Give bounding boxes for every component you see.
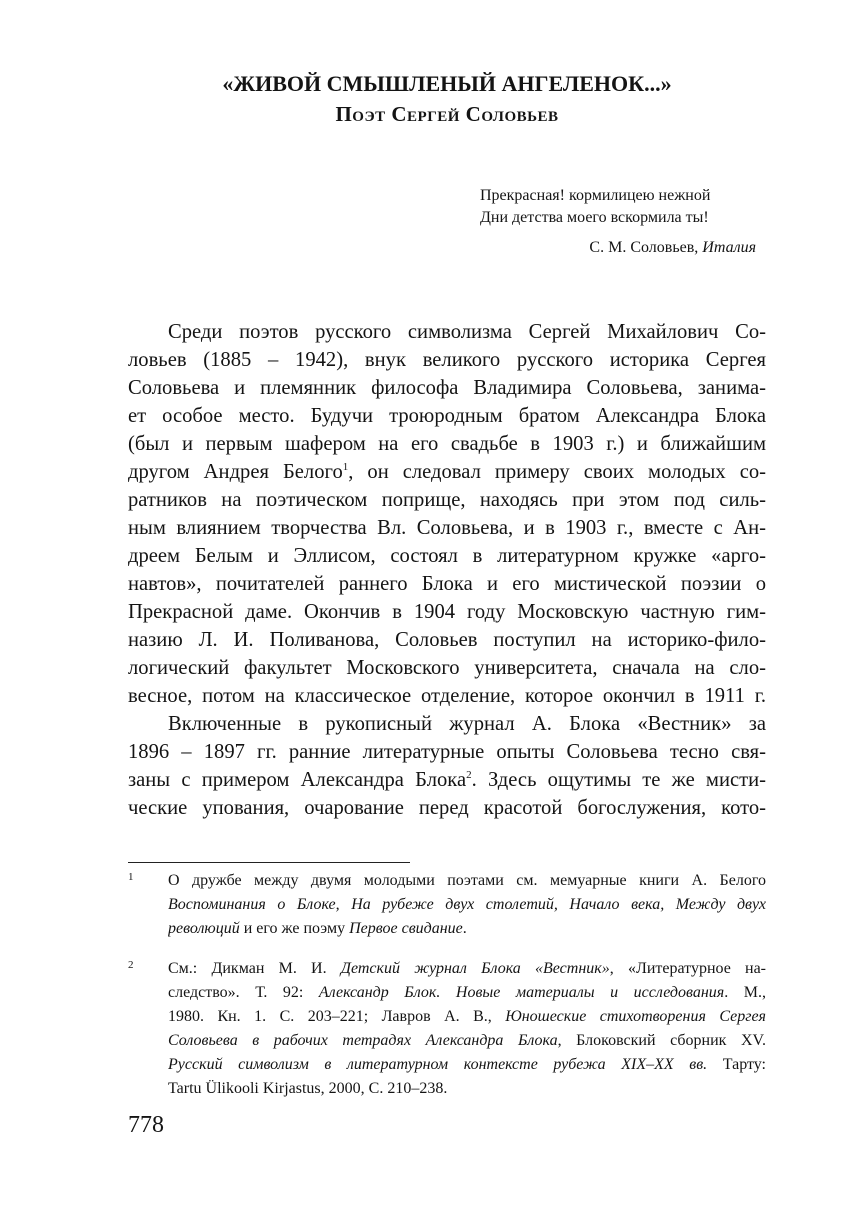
text-line: дреем Белым и Эллисом, состоял в литературном кружке «арго- (128, 545, 766, 567)
text-line: Прекрасной даме. Окончив в 1904 году Московскую частную гим- (128, 601, 766, 623)
text-fragment: 1980. Кн. 1. С. 203–221; Лавров А. В., (168, 1008, 506, 1025)
italic-text: Соловьева в рабочих тетрадях Александра Блока (168, 1032, 558, 1049)
epigraph (480, 185, 760, 259)
footnote-line (168, 1053, 766, 1077)
italic-text: Александр Блок. Новые материалы и исследования (318, 984, 725, 1001)
text-line: (был и первым шафером на его свадьбе в 1903 г.) и ближайшим (128, 433, 766, 455)
footnote-line (168, 1029, 766, 1053)
epigraph-line: Дни детства моего вскормила ты! (480, 209, 709, 226)
text-fragment: , «Литературное на- (609, 960, 766, 977)
footnote-number: 1 (128, 871, 134, 883)
text-fragment: следство». Т. 92: (168, 984, 319, 1001)
epigraph-author: С. М. Соловьев, (589, 239, 703, 256)
italic-text: Детский журнал Блока «Вестник» (340, 960, 610, 977)
text-fragment: и его же поэму (239, 920, 350, 937)
italic-text: Воспоминания о Блоке, На рубеже двух столетий, Начало века, Между двух (168, 896, 766, 913)
text-line: ратников на поэтическом поприще, находясь при этом под силь- (128, 489, 766, 511)
footnote-line (168, 981, 766, 1005)
chapter-title: «ЖИВОЙ СМЫШЛЕНЫЙ АНГЕЛЕНОК...» (222, 71, 672, 96)
text-line: навтов», почитателей раннего Блока и его мистической поэзии о (128, 573, 766, 595)
body-text (128, 318, 766, 822)
epigraph-line: Прекрасная! кормилицею нежной (480, 187, 711, 204)
italic-text: Русский символизм в литературном контексте рубежа XIX–XX вв. (168, 1056, 708, 1073)
text-line (128, 458, 766, 486)
text-fragment: Тарту: (707, 1056, 766, 1073)
footnote-line (168, 1005, 766, 1029)
footnote-ref-2[interactable]: 2 (466, 769, 472, 781)
text-line: Соловьева и племянник философа Владимира Соловьева, занима- (128, 377, 766, 399)
epigraph-attribution (480, 237, 760, 259)
footnote-line (168, 957, 766, 981)
footnote-line (168, 893, 766, 917)
text-line (128, 766, 766, 794)
epigraph-work: Италия (702, 239, 756, 256)
text-fragment: заны с примером Александра Блока (128, 769, 467, 791)
footnote-line: О дружбе между двумя молодыми поэтами см. мемуарные книги А. Белого (168, 872, 766, 889)
chapter-subtitle: Поэт Сергей Соловьев (335, 102, 559, 126)
footnote-2 (128, 957, 766, 1101)
text-line: Среди поэтов русского символизма Сергей Михайлович Со- (168, 321, 766, 343)
text-line: весное, потом на классическое отделение, которое окончил в 1911 г. (128, 685, 766, 707)
text-line: ческие упования, очарование перед красотой богослужения, кото- (128, 797, 766, 819)
footnote-ref-1[interactable]: 1 (342, 461, 349, 473)
text-fragment: См.: Дикман М. И. (168, 960, 341, 977)
text-line: логический факультет Московского университета, сначала на сло- (128, 657, 766, 679)
italic-text: Первое свидание (349, 920, 463, 937)
text-fragment: . (462, 920, 467, 937)
book-page (128, 0, 766, 1223)
italic-text: революций (168, 920, 240, 937)
footnote-line: Tartu Ülikooli Kirjastus, 2000, С. 210–238. (168, 1080, 448, 1097)
text-fragment: , Блоковский сборник XV. (557, 1032, 766, 1049)
footnote-divider (128, 862, 410, 863)
text-fragment: другом Андрея Белого (128, 461, 343, 483)
text-fragment: . Здесь ощутимы те же мисти- (471, 769, 766, 791)
text-line: ет особое место. Будучи троюродным братом Александра Блока (128, 405, 766, 427)
text-line: ловьев (1885 – 1942), внук великого русского историка Сергея (128, 349, 766, 371)
text-line: ным влиянием творчества Вл. Соловьева, и в 1903 г., вместе с Ан- (128, 517, 766, 539)
text-fragment: , он следовал примеру своих молодых со- (348, 461, 766, 483)
footnotes (128, 869, 766, 1117)
text-line: назию Л. И. Поливанова, Соловьев поступил на историко-фило- (128, 629, 766, 651)
text-fragment: . М., (724, 984, 766, 1001)
italic-text: Юношеские стихотворения Сергея (505, 1008, 766, 1025)
footnote-line (168, 917, 766, 941)
footnote-number: 2 (128, 959, 134, 971)
text-line: 1896 – 1897 гг. ранние литературные опыты Соловьева тесно свя- (128, 741, 766, 763)
text-line: Включенные в рукописный журнал А. Блока «Вестник» за (168, 713, 766, 735)
footnote-1 (128, 869, 766, 941)
page-number: 778 (128, 1112, 164, 1138)
